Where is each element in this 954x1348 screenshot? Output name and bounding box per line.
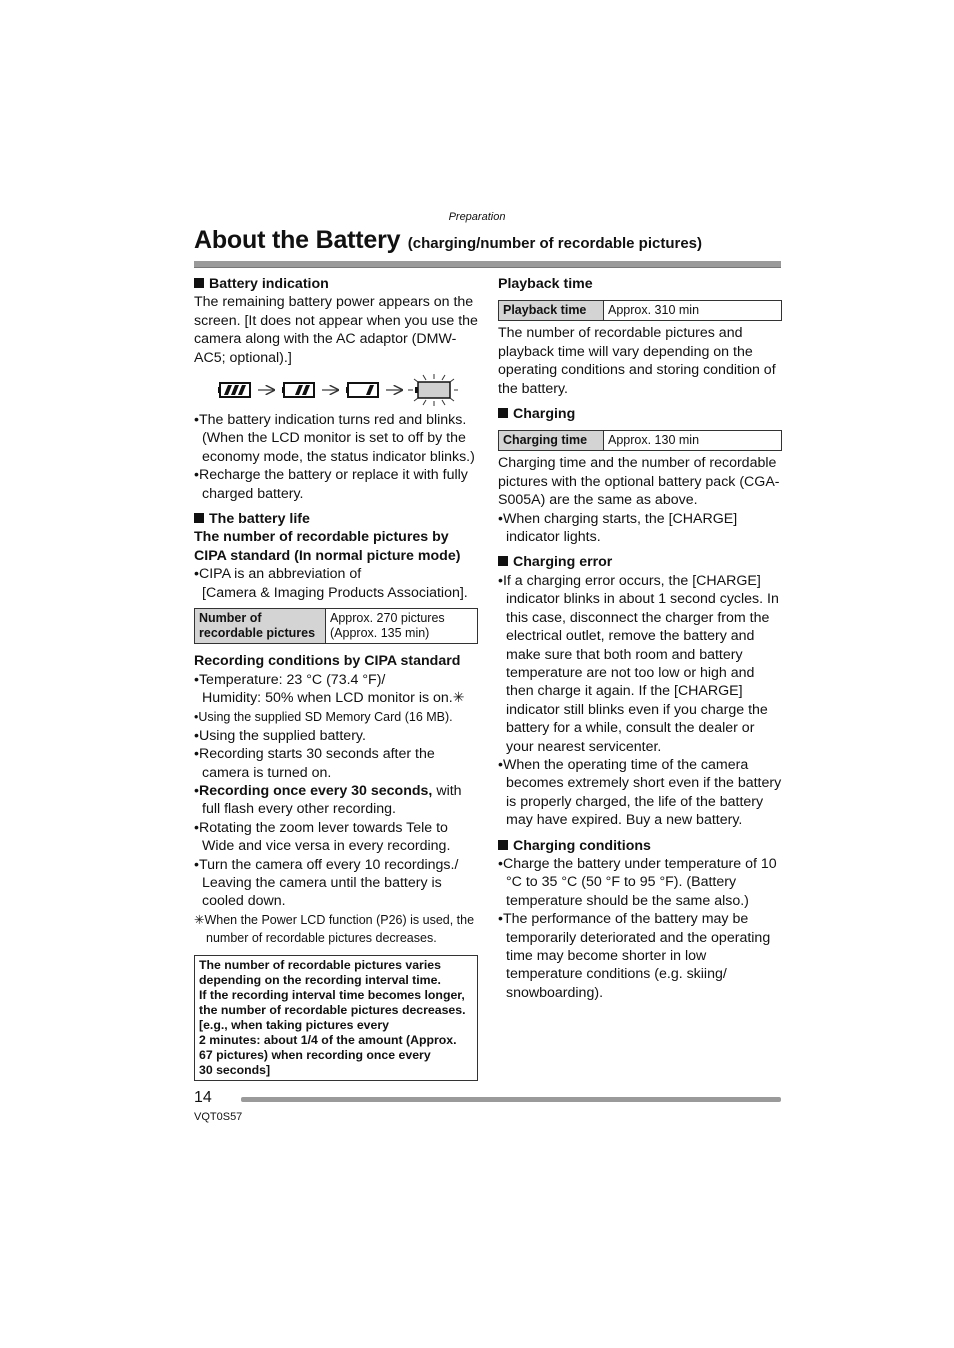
playback-heading: Playback time <box>498 276 593 292</box>
footnote: ✳When the Power LCD function (P26) is used, the number of recordable pictures decreases. <box>194 912 475 946</box>
table-label: Playback time <box>499 301 604 321</box>
battery-indication-bullet: •The battery indication turns red and blinks. (When the LCD monitor is set to off by the economy mode, the status indicator blinks.) <box>194 412 475 465</box>
battery-life-subheading: The number of recordable pictures by CIPA standard (In normal picture mode) <box>194 529 461 564</box>
title-subtitle: (charging/number of recordable pictures) <box>407 235 703 252</box>
interval-note-box: The number of recordable pictures varies depending on the recording interval time. If the recording interval time becomes longer, the number of recordable pictures decreases. [e.g., when taking pictures every 2 minutes: about 1/4 of the amount (Approx. 67 pictures) when recording once every 30 seconds] <box>194 955 478 1081</box>
condition-item: •Recording once every 30 seconds, with full flash every other recording. <box>194 782 462 818</box>
charging-conditions-heading: Charging conditions <box>498 837 782 855</box>
battery-indication-text: The remaining battery power appears on the screen. [It does not appear when you use the camera along with the AC adaptor (DMW-AC5; optional).] <box>194 294 478 366</box>
charging-error-heading: Charging error <box>498 553 782 571</box>
table-value: Approx. 310 min <box>604 301 782 321</box>
section-label: Preparation <box>448 211 506 223</box>
condition-item: •Turn the camera off every 10 recordings./ Leaving the camera until the battery is cooled down. <box>194 856 459 910</box>
cipa-note: •CIPA is an abbreviation of <box>194 566 362 583</box>
charging-heading: Charging <box>498 405 782 423</box>
page-number: 14 <box>194 1089 212 1106</box>
battery-life-heading: The battery life <box>194 510 478 528</box>
condition-item: •Recording starts 30 seconds after the camera is turned on. <box>194 746 435 781</box>
recording-conditions-heading: Recording conditions by CIPA standard <box>194 653 461 670</box>
battery-two-thirds-icon <box>282 383 314 397</box>
battery-icons-sequence <box>218 373 478 407</box>
battery-indication-bullet: •Recharge the battery or replace it with fully charged battery. <box>194 467 468 502</box>
square-bullet-icon <box>498 840 508 850</box>
battery-full-icon <box>218 383 250 397</box>
battery-empty-blinking-icon <box>408 374 458 406</box>
charging-text: Charging time and the number of recordable pictures with the optional battery pack (CGA-S005A) are the same as above. <box>498 455 780 509</box>
battery-indication-heading: Battery indication <box>194 275 478 293</box>
condition-item: •Rotating the zoom lever towards Tele to Wide and vice versa in every recording. <box>194 819 451 855</box>
charging-error-bullet: •When the operating time of the camera becomes extremely short even if the battery is properly charged, the life of the battery may have expired. Buy a new battery. <box>498 756 782 829</box>
table-label: Number of recordable pictures <box>195 609 326 644</box>
table-value: Approx. 270 pictures (Approx. 135 min) <box>326 609 478 644</box>
footer-rule <box>241 1097 781 1102</box>
recordable-pictures-table <box>194 608 478 644</box>
right-column <box>498 275 782 1002</box>
condition-item: Humidity: 50% when LCD monitor is on.✳ <box>202 689 465 706</box>
left-column <box>194 275 478 1081</box>
condition-item: •Temperature: 23 °C (73.4 °F)/ <box>194 671 386 688</box>
cipa-note-line2: [Camera & Imaging Products Association]. <box>202 584 468 601</box>
charging-conditions-bullet: •Charge the battery under temperature of 10 °C to 35 °C (50 °F to 95 °F). (Battery temperature should be the same also.) <box>498 855 777 909</box>
square-bullet-icon <box>498 408 508 418</box>
charging-table <box>498 430 782 451</box>
battery-one-third-icon <box>346 383 378 397</box>
charging-conditions-bullet: •The performance of the battery may be temporarily deteriorated and the operating time may become shorter in low temperature conditions (e.g. skiing/ snowboarding). <box>498 911 771 1001</box>
condition-item: •Using the supplied SD Memory Card (16 MB). <box>194 710 453 725</box>
charging-bullet: •When charging starts, the [CHARGE] indicator lights. <box>498 510 738 546</box>
playback-table <box>498 300 782 321</box>
model-code: VQT0S57 <box>194 1111 243 1123</box>
page-title <box>194 226 702 255</box>
title-main: About the Battery <box>194 226 401 254</box>
title-rule <box>194 261 781 268</box>
condition-item: •Using the supplied battery. <box>194 727 366 744</box>
playback-text: The number of recordable pictures and playback time will vary depending on the operating conditions and storing condition of the battery. <box>498 325 776 397</box>
battery-icons-svg <box>218 373 458 407</box>
square-bullet-icon <box>194 278 204 288</box>
charging-error-bullet: •If a charging error occurs, the [CHARGE] indicator blinks in about 1 second cycles. In this case, disconnect the charger from the electrical outlet, remove the battery and make sure that both room and battery temperature are not too low or high and then charge it again. If the [CHARGE] indicator still blinks even if you charge the battery for a while, consult the dealer or your nearest servicenter. <box>498 572 779 755</box>
table-label: Charging time <box>499 431 604 451</box>
square-bullet-icon <box>194 513 204 523</box>
table-value: Approx. 130 min <box>604 431 782 451</box>
square-bullet-icon <box>498 556 508 566</box>
